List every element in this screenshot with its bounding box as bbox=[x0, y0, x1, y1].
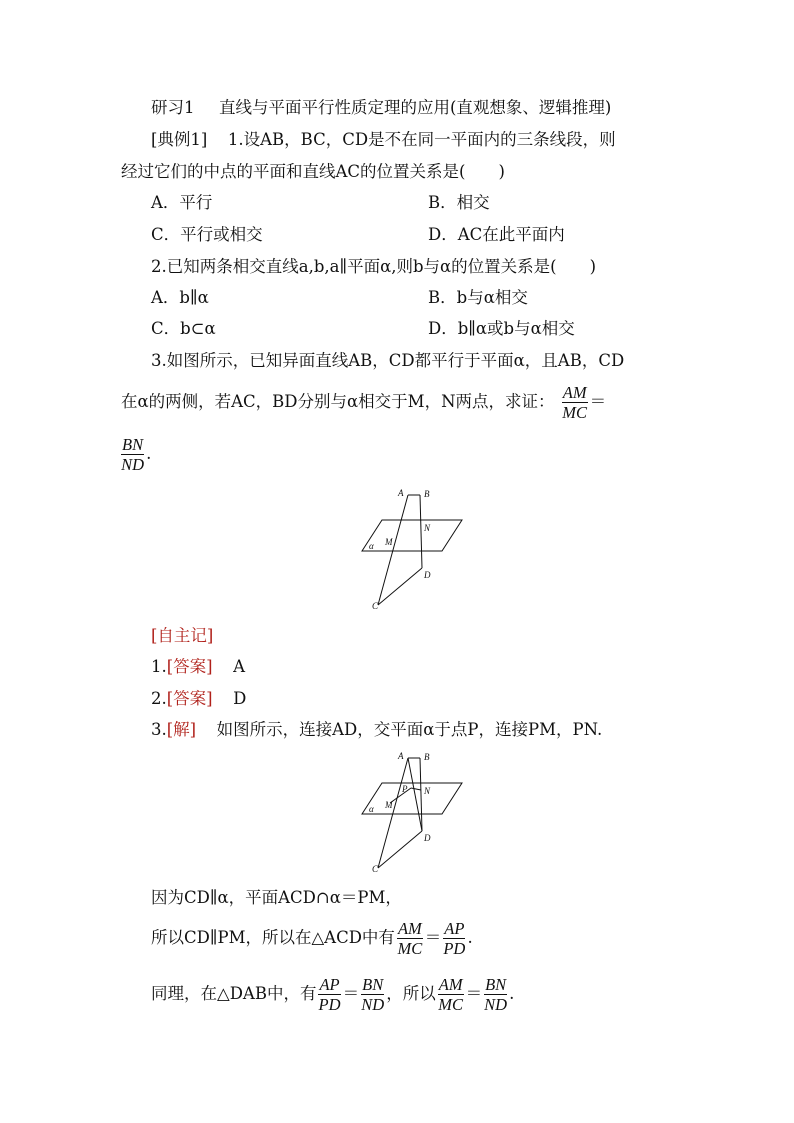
label-a: A bbox=[398, 751, 404, 761]
fraction-am-mc bbox=[438, 975, 464, 1014]
answer-2-tag: [答案] bbox=[166, 689, 213, 708]
question-3-line-2 bbox=[121, 380, 606, 424]
answer-2-value: D bbox=[233, 689, 247, 708]
answer-3-text: 如图所示，连接AD，交平面α于点P，连接PM，PN. bbox=[216, 720, 603, 739]
q2-option-c: C．b⊂α bbox=[151, 319, 216, 338]
question-1-line-1 bbox=[151, 129, 616, 151]
fraction-denominator: PD bbox=[443, 939, 466, 958]
fraction-ap-pd bbox=[443, 919, 465, 958]
fraction-numerator: AM bbox=[438, 975, 463, 994]
label-m: M bbox=[385, 537, 393, 547]
fraction-bn-nd bbox=[484, 975, 507, 1014]
fraction-denominator: ND bbox=[361, 995, 385, 1014]
label-alpha: α bbox=[369, 804, 374, 814]
figure-skew-lines bbox=[360, 485, 470, 615]
label-n: N bbox=[424, 523, 431, 533]
answer-3 bbox=[151, 719, 602, 741]
section-heading bbox=[151, 97, 611, 119]
segment-ac bbox=[378, 495, 408, 605]
label-alpha: α bbox=[369, 541, 374, 551]
q3-text-2: 在α的两侧，若AC，BD分别与α相交于M，N两点，求证： bbox=[121, 392, 555, 411]
label-b: B bbox=[424, 489, 430, 499]
answer-2-number: 2. bbox=[151, 689, 167, 708]
label-d: D bbox=[424, 833, 431, 843]
label-n: N bbox=[424, 786, 431, 796]
section-title: 直线与平面平行性质定理的应用(直观想象、逻辑推理) bbox=[219, 98, 612, 117]
q1-option-c: C．平行或相交 bbox=[151, 225, 263, 244]
q2-option-d: D．b∥α或b与α相交 bbox=[428, 319, 575, 338]
fraction-numerator: BN bbox=[362, 975, 384, 994]
label-c: C bbox=[372, 601, 379, 611]
answer-1-tag: [答案] bbox=[166, 657, 213, 676]
q1-option-a: A．平行 bbox=[151, 193, 213, 212]
label-p: P bbox=[402, 784, 408, 794]
q1-number: 1. bbox=[227, 130, 244, 149]
fraction-bn-nd bbox=[361, 975, 384, 1014]
plane-alpha bbox=[362, 520, 462, 551]
segment-ac bbox=[378, 758, 408, 868]
equals-sign: ＝ bbox=[342, 984, 360, 1003]
fraction-denominator: ND bbox=[121, 455, 144, 474]
equals-sign: ＝ bbox=[424, 928, 442, 947]
fraction-denominator: ND bbox=[484, 995, 508, 1014]
label-m: M bbox=[385, 800, 393, 810]
fraction-am-mc bbox=[397, 919, 423, 958]
proof-line-3-text: 同理，在△DAB中，有 bbox=[151, 984, 317, 1003]
proof-line-2-text: 所以CD∥PM，所以在△ACD中有 bbox=[151, 928, 395, 947]
q2-option-b: B．b与α相交 bbox=[428, 288, 528, 307]
question-2: 2.已知两条相交直线a,b,a∥平面α,则b与α的位置关系是( ) bbox=[151, 257, 597, 276]
fraction-numerator: BN bbox=[485, 975, 507, 994]
period: . bbox=[509, 984, 515, 1003]
equals-sign: ＝ bbox=[465, 984, 483, 1003]
fraction-denominator: PD bbox=[318, 995, 341, 1014]
q2-option-a: A．b∥α bbox=[151, 288, 209, 307]
question-1-line-2: 经过它们的中点的平面和直线AC的位置关系是( ) bbox=[121, 162, 505, 181]
label-c: C bbox=[372, 864, 379, 874]
q1-text: 设AB，BC，CD是不在同一平面内的三条线段，则 bbox=[243, 130, 616, 149]
segment-cd bbox=[378, 831, 422, 868]
proof-line-2 bbox=[151, 916, 473, 960]
fraction-bn-nd bbox=[121, 435, 144, 474]
fraction-am-mc bbox=[562, 383, 588, 422]
fraction-denominator: MC bbox=[562, 403, 588, 422]
segment-pn bbox=[411, 788, 421, 790]
fraction-denominator: MC bbox=[397, 939, 423, 958]
answer-3-tag: [解] bbox=[166, 720, 197, 739]
answer-2 bbox=[151, 688, 246, 710]
fraction-numerator: AP bbox=[319, 975, 340, 994]
question-3-line-3 bbox=[121, 432, 151, 476]
answer-1-number: 1. bbox=[151, 657, 167, 676]
segment-bd bbox=[420, 495, 422, 568]
q1-option-b: B．相交 bbox=[428, 193, 490, 212]
answer-1 bbox=[151, 656, 245, 678]
segment-pm bbox=[390, 788, 411, 803]
equals-sign: ＝ bbox=[589, 392, 607, 411]
plane-alpha bbox=[362, 783, 462, 814]
section-label: 研习1 bbox=[151, 98, 195, 117]
segment-cd bbox=[378, 568, 422, 605]
proof-line-3 bbox=[151, 972, 514, 1016]
answer-1-value: A bbox=[233, 657, 246, 676]
fraction-numerator: AM bbox=[397, 919, 422, 938]
label-b: B bbox=[424, 752, 430, 762]
fraction-numerator: BN bbox=[122, 435, 144, 454]
period: . bbox=[467, 928, 473, 947]
solution-title: [自主记] bbox=[151, 626, 214, 645]
example-tag: [典例1] bbox=[151, 130, 208, 149]
question-3-line-1: 3.如图所示，已知异面直线AB，CD都平行于平面α，且AB，CD bbox=[151, 351, 625, 370]
answer-3-number: 3. bbox=[151, 720, 167, 739]
label-d: D bbox=[424, 570, 431, 580]
q1-option-d: D．AC在此平面内 bbox=[428, 225, 565, 244]
fraction-ap-pd bbox=[318, 975, 340, 1014]
fraction-numerator: AM bbox=[562, 383, 587, 402]
proof-line-3-connector: ，所以 bbox=[386, 984, 436, 1003]
period: . bbox=[146, 444, 152, 463]
figure-solution bbox=[360, 748, 470, 878]
label-a: A bbox=[398, 488, 404, 498]
fraction-denominator: MC bbox=[438, 995, 464, 1014]
fraction-numerator: AP bbox=[444, 919, 465, 938]
proof-line-1: 因为CD∥α，平面ACD∩α＝PM， bbox=[151, 888, 402, 907]
